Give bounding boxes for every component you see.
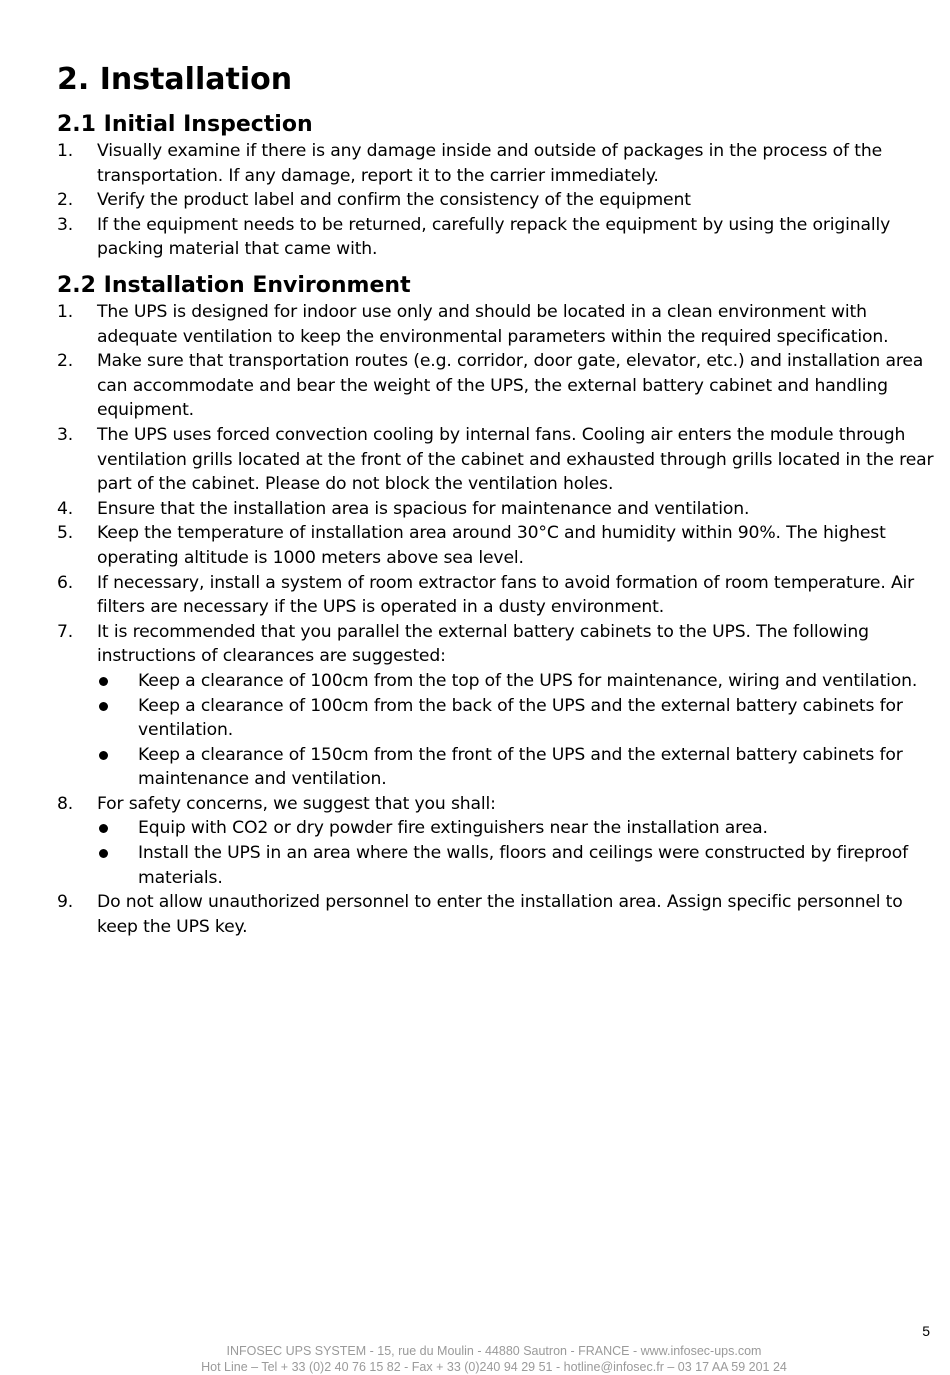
list-item: [57, 521, 937, 570]
list-item: [57, 139, 937, 188]
item-number: 4.: [57, 498, 74, 519]
bullet-dot-icon: [99, 824, 108, 833]
bullet-text: Install the UPS in an area where the walls, floors and ceilings were constructed by fireproof materials.: [138, 843, 909, 888]
bullet-item: [97, 694, 937, 743]
list-item: [57, 792, 937, 890]
list-item: [57, 300, 937, 349]
item-text: For safety concerns, we suggest that you shall:: [97, 793, 496, 814]
item-text: Ensure that the installation area is spacious for maintenance and ventilation.: [97, 498, 750, 519]
list-item: [57, 571, 937, 620]
bullet-item: [97, 669, 937, 694]
item-text: Make sure that transportation routes (e.g. corridor, door gate, elevator, etc.) and installation area can accommodate and bear the weight of the UPS, the external battery cabinet and handling equipment.: [97, 351, 924, 421]
item-text: If the equipment needs to be returned, carefully repack the equipment by using the originally packing material that came with.: [97, 214, 891, 260]
item-text: Verify the product label and confirm the consistency of the equipment: [97, 190, 691, 211]
item-number: 8.: [57, 793, 74, 814]
item-text: Do not allow unauthorized personnel to enter the installation area. Assign specific personnel to keep the UPS key.: [97, 892, 903, 937]
list-item: [57, 890, 937, 939]
page-title: 2. Installation: [57, 62, 293, 97]
footer-contact: Hot Line – Tel + 33 (0)2 40 76 15 82 - Fax + 33 (0)240 94 29 51 - hotline@infosec.fr – 03 17 AA 59 201 24: [201, 1360, 787, 1374]
item-number: 6.: [57, 572, 74, 593]
bullet-text: Equip with CO2 or dry powder fire extinguishers near the installation area.: [138, 818, 768, 839]
footer-address: INFOSEC UPS SYSTEM - 15, rue du Moulin - 44880 Sautron - FRANCE - www.infosec-ups.com: [226, 1344, 762, 1358]
item-number: 2.: [57, 190, 74, 211]
bullet-item: [97, 743, 937, 792]
item-number: 9.: [57, 892, 74, 913]
bullet-text: Keep a clearance of 100cm from the top of the UPS for maintenance, wiring and ventilation.: [138, 670, 918, 691]
bullet-text: Keep a clearance of 150cm from the front of the UPS and the external battery cabinets for maintenance and ventilation.: [138, 744, 903, 790]
item-number: 3.: [57, 424, 74, 445]
list-item: [57, 349, 937, 423]
item-number: 2.: [57, 351, 74, 372]
initial-inspection-list: [57, 139, 937, 262]
item-number: 3.: [57, 214, 74, 235]
bullet-dot-icon: [99, 677, 108, 686]
clearance-bullet-list: [97, 669, 937, 792]
bullet-dot-icon: [99, 751, 108, 760]
list-item: [57, 620, 937, 792]
bullet-text: Keep a clearance of 100cm from the back of the UPS and the external battery cabinets for ventilation.: [138, 695, 903, 741]
bullet-dot-icon: [99, 849, 108, 858]
item-text: It is recommended that you parallel the external battery cabinets to the UPS. The following instructions of clearances are suggested:: [97, 621, 869, 667]
item-text: The UPS uses forced convection cooling by internal fans. Cooling air enters the module through ventilation grills located at the front of the cabinet and exhausted through grills located in the rear part of the cabinet. Please do not block the ventilation holes.: [97, 424, 934, 495]
bullet-item: [97, 816, 937, 841]
item-number: 7.: [57, 621, 74, 642]
item-text: Keep the temperature of installation area around 30°C and humidity within 90%. The highest operating altitude is 1000 meters above sea level.: [97, 523, 886, 568]
section-heading-installation-environment: 2.2 Installation Environment: [57, 273, 411, 298]
item-text: Visually examine if there is any damage inside and outside of packages in the process of the transportation. If any damage, report it to the carrier immediately.: [97, 141, 883, 186]
list-item: [57, 188, 937, 213]
page-number: 5: [922, 1323, 930, 1339]
item-number: 5.: [57, 523, 74, 544]
safety-bullet-list: [97, 816, 937, 890]
item-number: 1.: [57, 302, 74, 322]
installation-environment-list: [57, 300, 937, 939]
bullet-dot-icon: [99, 702, 108, 711]
section-heading-initial-inspection: 2.1 Initial Inspection: [57, 112, 313, 137]
item-text: If necessary, install a system of room extractor fans to avoid formation of room temperature. Air filters are necessary if the UPS is operated in a dusty environment.: [97, 572, 915, 618]
item-number: 1.: [57, 141, 74, 161]
list-item: [57, 213, 937, 262]
bullet-item: [97, 841, 937, 890]
item-text: The UPS is designed for indoor use only and should be located in a clean environment with adequate ventilation to keep the environmental parameters within the required specification.: [97, 302, 889, 347]
list-item: [57, 423, 937, 497]
list-item: [57, 497, 937, 522]
